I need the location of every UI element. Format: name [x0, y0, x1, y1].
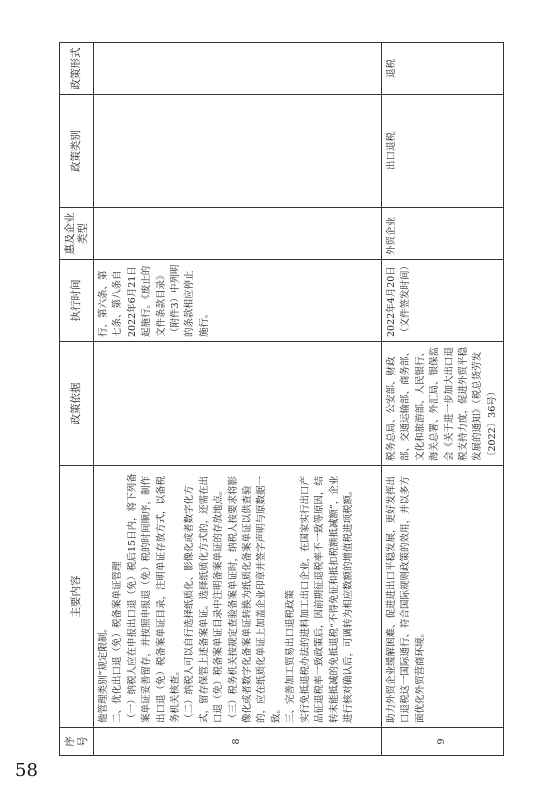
row8-content-line: 二、优化出口退（免）税备案单证管理 — [112, 561, 124, 723]
header-form: 政策形式 — [60, 43, 94, 95]
row8-seq: 8 — [94, 728, 382, 756]
page-number: 58 — [15, 760, 38, 781]
row9-basis: 税务总局、公安部、财政部、交通运输部、商务部、文化和旅游部、人民银行、海关总署、外汇局、银保监会《关于进一步加大出口退税支持力度，促进外贸平稳发展的通知》（税总货劳发〔2022〕36号） — [382, 342, 504, 466]
row8-content-line: 实行免抵退税办法的进料加工出口企业，在国家实行出口产品征退税率一致政策后，因前期征退税率不一致等原因，结转未能抵减的免抵退税“不得免征和抵扣税额抵减额”，企业进行核对确认后，可调转为相应数额的增值税进项税额。 — [299, 475, 354, 723]
row8-content — [94, 466, 382, 728]
row8-time: 行，第六条、第七条、第八条自2022年6月21日起施行。《废止的文件条款目录》（附件3）中列明的条款相应停止施行。 — [94, 260, 382, 342]
row8-enterprise — [94, 208, 382, 260]
row8-content-line: （三）税务机关按规定查验备案单证时，纳税人按要求将影像化或者数字化备案单证转换为纸质化备案单证以供查验的，应在纸质化单证上加盖企业印章并签字声明与原数据一致。 — [227, 475, 282, 723]
table-row — [382, 43, 504, 756]
row9-time: 2022年4月20日（文件签发时间） — [382, 260, 504, 342]
row9-enterprise: 外贸企业 — [382, 208, 504, 260]
header-enterprise: 惠及企业类型 — [60, 208, 94, 260]
row8-content-line: （二）纳税人可以自行选择纸质化、影像化或者数字化方式，留存保管上述备案单证。选择纸质化方式的，还需在出口退（免）税备案单证目录中注明备案单证的存放地点。 — [184, 475, 225, 723]
row9-content: 助力外贸企业缓解困难、促进进出口平稳发展，更好发挥出口退税这一国际通行、符合国际规则政策的效用，并以多方面优化外贸营商环境。 — [382, 466, 504, 728]
row8-form — [94, 43, 382, 95]
row8-content-line: 三、完善加工贸易出口退税政策 — [285, 589, 297, 723]
header-basis: 政策依据 — [60, 342, 94, 466]
policy-table — [59, 42, 504, 756]
rotated-table-wrapper — [59, 43, 501, 756]
row9-category: 出口退税 — [382, 95, 504, 208]
row9-seq: 9 — [382, 728, 504, 756]
header-content: 主要内容 — [60, 466, 94, 728]
row8-category — [94, 95, 382, 208]
row8-content-line: （一）纳税人应在申报出口退（免）税后15日内，将下列备案单证妥善留存，并按照申报退（免）税的时间顺序，制作出口退（免）税备案单证目录，注明单证存放方式，以备税务机关核查。 — [126, 473, 182, 723]
row9-form: 退税 — [382, 43, 504, 95]
table-header-row — [60, 43, 94, 756]
header-seq: 序号 — [60, 728, 94, 756]
header-time: 执行时间 — [60, 260, 94, 342]
table-row — [94, 43, 382, 756]
header-category: 政策类别 — [60, 95, 94, 208]
row8-basis — [94, 342, 382, 466]
row8-content-line: 他管理类别”规定限制。 — [98, 623, 109, 723]
